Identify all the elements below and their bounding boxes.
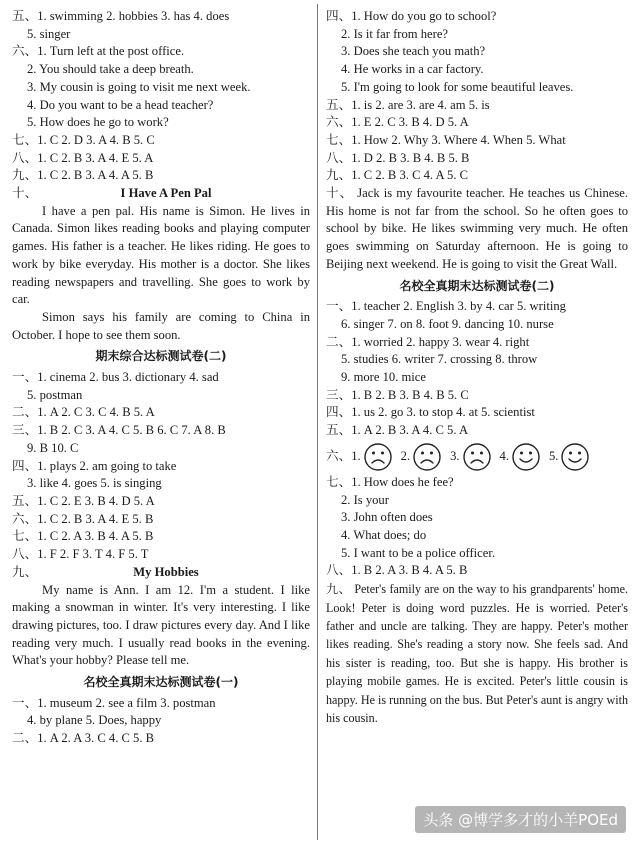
answer-line: 五、1. is 2. are 3. are 4. am 5. is: [326, 97, 490, 112]
answer-line: 四、1. us 2. go 3. to stop 4. at 5. scientist: [326, 405, 535, 420]
answer-line: 二、1. worried 2. happy 3. wear 4. right: [326, 334, 530, 349]
answer-line: 一、1. teacher 2. English 3. by 4. car 5. writing: [326, 299, 566, 314]
answer-line: 2. Is your: [341, 492, 389, 507]
answer-line: 5. postman: [27, 387, 83, 402]
happy-face-icon: [560, 442, 590, 472]
face-number: 4.: [499, 449, 509, 464]
answer-line: 二、1. A 2. A 3. C 4. C 5. B: [12, 731, 155, 746]
watermark: 头条 @博学多才的小羊POEd: [415, 806, 626, 833]
answer-line: 5. singer: [27, 26, 71, 41]
answer-line: 九、1. C 2. B 3. A 4. A 5. B: [12, 168, 154, 183]
face-answer: [500, 442, 541, 472]
answer-line: 八、1. B 2. A 3. B 4. A 5. B: [326, 563, 468, 578]
answer-line: 五、1. A 2. B 3. A 4. C 5. A: [326, 423, 469, 438]
answer-line: 6. singer 7. on 8. foot 9. dancing 10. nurse: [341, 316, 554, 331]
exam-title: 名校全真期末达标测试卷(二): [399, 278, 555, 293]
answer-line: 4. What does; do: [341, 527, 427, 542]
sad-face-icon: [412, 442, 442, 472]
sad-face-icon: [462, 442, 492, 472]
answer-line: 2. You should take a deep breath.: [27, 62, 194, 77]
essay-title: I Have A Pen Pal: [120, 186, 212, 201]
face-answer: [351, 442, 392, 472]
answer-line: 八、1. C 2. B 3. A 4. E 5. A: [12, 150, 154, 165]
answer-line: 3. Does she teach you math?: [341, 44, 486, 59]
answer-line: 四、1. How do you go to school?: [326, 9, 497, 23]
answer-line: 六、1. Turn left at the post office.: [12, 44, 185, 59]
exam-title: 名校全真期末达标测试卷(一): [83, 675, 239, 690]
answer-line: 3. John often does: [341, 510, 433, 525]
face-answer: [401, 442, 442, 472]
answer-line: 三、1. B 2. C 3. A 4. C 5. B 6. C 7. A 8. B: [12, 423, 226, 438]
essay-title: My Hobbies: [133, 564, 199, 579]
answer-line: 五、1. C 2. E 3. B 4. D 5. A: [12, 493, 155, 508]
answer-line: 一、1. museum 2. see a film 3. postman: [12, 695, 216, 710]
exam-title: 期末综合达标测试卷(二): [95, 349, 227, 364]
faces-list: [351, 442, 598, 472]
answer-line: 2. Is it far from here?: [341, 26, 448, 41]
essay-paragraph: I have a pen pal. His name is Simon. He lives in Canada. Simon likes reading books and playing computer games. His father is a teacher. He likes riding. He goes to work by bike everyday. His mother is a doctor. She likes reading newspapers and travelling. She goes to work by car.: [12, 203, 310, 307]
face-number: 5.: [549, 449, 559, 464]
section-number: 九、: [12, 564, 38, 579]
answer-line: 七、1. C 2. A 3. B 4. A 5. B: [12, 529, 154, 544]
answer-line: 八、1. F 2. F 3. T 4. F 5. T: [12, 547, 149, 562]
answer-line: 六、1. C 2. B 3. A 4. E 5. B: [12, 511, 154, 526]
answer-line: 5. I want to be a police officer.: [341, 545, 495, 560]
answer-line: 4. Do you want to be a head teacher?: [27, 97, 214, 112]
answer-line: 七、1. How does he fee?: [326, 474, 454, 489]
section-heading: [12, 185, 310, 203]
answer-line: 3. My cousin is going to visit me next week.: [27, 79, 251, 94]
face-answer: [450, 442, 491, 472]
happy-face-icon: [511, 442, 541, 472]
answer-line: 5. How does he go to work?: [27, 115, 169, 130]
essay-paragraph: Simon says his family are coming to China in October. I hope to see them soon.: [12, 309, 310, 342]
face-answer: [549, 442, 590, 472]
answer-line: 四、1. plays 2. am going to take: [12, 458, 177, 473]
answer-line: 八、1. D 2. B 3. B 4. B 5. B: [326, 150, 470, 165]
answer-line: 9. more 10. mice: [341, 370, 426, 385]
left-column: [12, 8, 310, 748]
answer-line: 3. like 4. goes 5. is singing: [27, 476, 162, 491]
face-number: 3.: [450, 449, 460, 464]
essay-paragraph: 九、 Peter's family are on the way to his grandparents' home. Look! Peter is doing word puzzles. He is worried. Peter's father and uncle are talking. They are happy. Peter's mother likes reading. She's reading a story now. She feels sad. And his sister is reading, too. But she is happy. His brother is playing mobile games. He is excited. Peter's little cousin is happy. He is running on the bus. But Peter's aunt is angry with his cousin.: [326, 582, 628, 725]
answer-line: 4. by plane 5. Does, happy: [27, 713, 162, 728]
answer-line: 七、1. How 2. Why 3. Where 4. When 5. What: [326, 132, 566, 147]
answer-line: 二、1. A 2. C 3. C 4. B 5. A: [12, 405, 155, 420]
essay-paragraph: My name is Ann. I am 12. I'm a student. I like making a snowman in winter. It's very interesting. I like drawing pictures, too. I draw pictures every day. And I like reading very much. I usually read books in the evening. What's your hobby? Please tell me.: [12, 582, 310, 668]
column-divider: [317, 4, 318, 840]
answer-line: 9. B 10. C: [27, 440, 79, 455]
face-number: 1.: [351, 449, 361, 464]
answer-line: 三、1. B 2. B 3. B 4. B 5. C: [326, 387, 469, 402]
answer-line: 九、1. C 2. B 3. C 4. A 5. C: [326, 168, 469, 183]
section-heading: [12, 564, 310, 582]
answer-line: 六、1. E 2. C 3. B 4. D 5. A: [326, 115, 469, 130]
face-answers-row: [326, 440, 628, 474]
answer-line: 一、1. cinema 2. bus 3. dictionary 4. sad: [12, 370, 219, 385]
answer-line: 七、1. C 2. D 3. A 4. B 5. C: [12, 132, 155, 147]
answer-line: 5. studies 6. writer 7. crossing 8. throw: [341, 352, 538, 367]
sad-face-icon: [363, 442, 393, 472]
essay-paragraph: 十、 Jack is my favourite teacher. He teaches us Chinese. His home is not far from the school. So he often goes to school by bike. He likes swimming very much. He often goes swimming on Saturday afternoon. He is going to Beijing next weekend. He is going to visit the Great Wall.: [326, 186, 628, 271]
section-number: 六、: [326, 449, 352, 464]
answer-line: 五、1. swimming 2. hobbies 3. has 4. does: [12, 9, 230, 23]
section-number: 十、: [12, 186, 38, 201]
answer-line: 4. He works in a car factory.: [341, 62, 484, 77]
right-column: [326, 8, 628, 727]
face-number: 2.: [400, 449, 411, 464]
answer-line: 5. I'm going to look for some beautiful leaves.: [341, 79, 574, 94]
